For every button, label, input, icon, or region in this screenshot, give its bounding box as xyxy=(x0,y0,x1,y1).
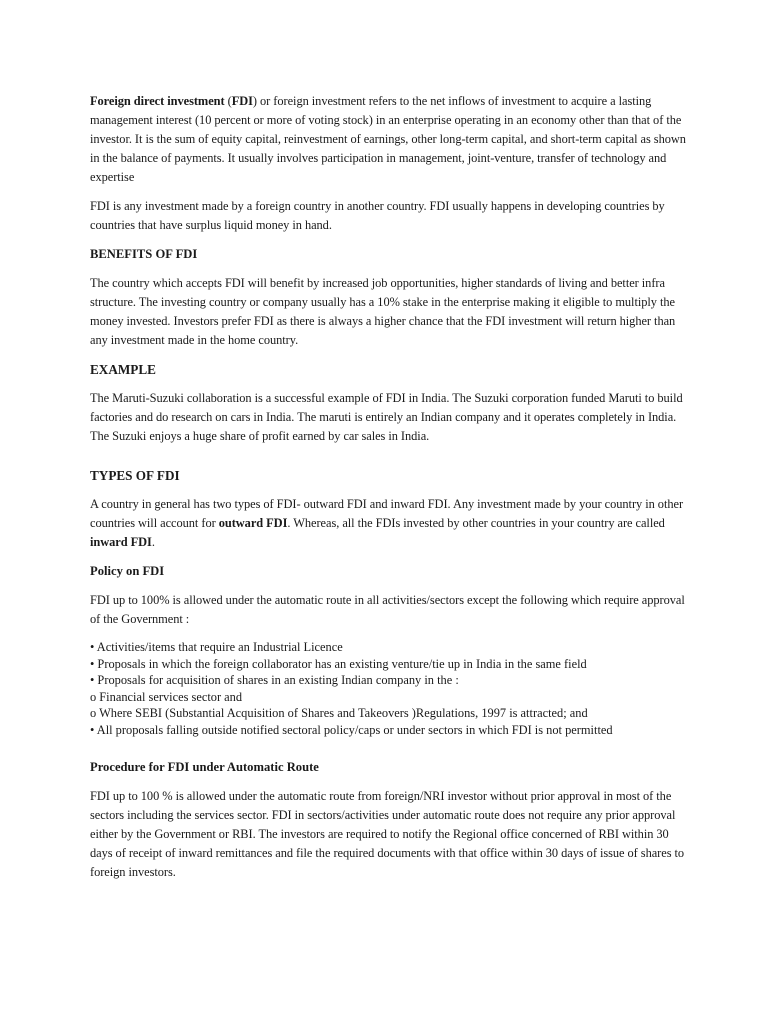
types-text-2: . Whereas, all the FDIs invested by other countries in your country are called xyxy=(287,516,665,530)
policy-paragraph: FDI up to 100% is allowed under the automatic route in all activities/sectors except the following which require approval of the Government : xyxy=(90,593,685,626)
intro-rest: ) or foreign investment refers to the net inflows of investment to acquire a lasting management interest (10 percent or more of voting stock) in an enterprise operating in an economy other than that of the investor. It is the sum of equity capital, reinvestment of earnings, other long-term capital, and short-term capital as shown in the balance of payments. It usually involves participation in management, joint-venture, transfer of technology and expertise xyxy=(90,94,686,184)
list-item: • Activities/items that require an Industrial Licence xyxy=(90,640,343,654)
benefits-heading: BENEFITS OF FDI xyxy=(90,247,198,261)
list-item: • All proposals falling outside notified sectoral policy/caps or under sectors in which FDI is not permitted xyxy=(90,722,613,737)
list-item: • Proposals in which the foreign collaborator has an existing venture/tie up in India in the same field xyxy=(90,656,587,671)
intro-abbr: FDI xyxy=(231,94,253,108)
benefits-paragraph: The country which accepts FDI will benefit by increased job opportunities, higher standards of living and better infra structure. The investing country or company usually has a 10% stake in the enterprise making it eligible to multiply the money invested. Investors prefer FDI as there is always a higher chance that the FDI investment will return higher than any investment made in the home country. xyxy=(90,276,676,347)
procedure-paragraph: FDI up to 100 % is allowed under the automatic route from foreign/NRI investor without prior approval in most of the sectors including the services sector. FDI in sectors/activities under automatic route does not require any prior approval either by the Government or RBI. The investors are required to notify the Regional office concerned of RBI within 30 days of receipt of inward remittances and file the required documents with that office within 30 days of issue of shares to foreign investors. xyxy=(90,789,685,879)
outward-fdi-term: outward FDI xyxy=(218,516,288,530)
procedure-heading: Procedure for FDI under Automatic Route xyxy=(90,760,319,774)
example-paragraph: The Maruti-Suzuki collaboration is a successful example of FDI in India. The Suzuki corporation funded Maruti to build factories and do research on cars in India. The maruti is entirely an Indian company and it operates completely in India. The Suzuki enjoys a huge share of profit earned by car sales in India. xyxy=(90,391,683,443)
intro-term: Foreign direct investment xyxy=(90,94,225,108)
types-paragraph xyxy=(90,495,690,552)
types-text-3: . xyxy=(151,535,155,549)
intro-paragraph xyxy=(90,92,690,187)
list-item: o Financial services sector and xyxy=(90,689,243,704)
types-text-1: A country in general has two types of FDI- outward FDI and inward FDI. Any investment made by your country in other countries will account for xyxy=(90,497,684,530)
policy-list xyxy=(90,639,690,738)
policy-heading: Policy on FDI xyxy=(90,564,165,578)
types-heading: TYPES OF FDI xyxy=(90,468,180,483)
inward-fdi-term: inward FDI xyxy=(90,535,152,549)
intro-open-paren: ( xyxy=(224,94,232,108)
document-page xyxy=(90,92,690,882)
list-item: o Where SEBI (Substantial Acquisition of Shares and Takeovers )Regulations, 1997 is attracted; and xyxy=(90,706,588,720)
list-item: • Proposals for acquisition of shares in an existing Indian company in the : xyxy=(90,673,459,687)
example-heading: EXAMPLE xyxy=(90,362,156,377)
definition-paragraph: FDI is any investment made by a foreign country in another country. FDI usually happens in developing countries by countries that have surplus liquid money in hand. xyxy=(90,199,665,232)
